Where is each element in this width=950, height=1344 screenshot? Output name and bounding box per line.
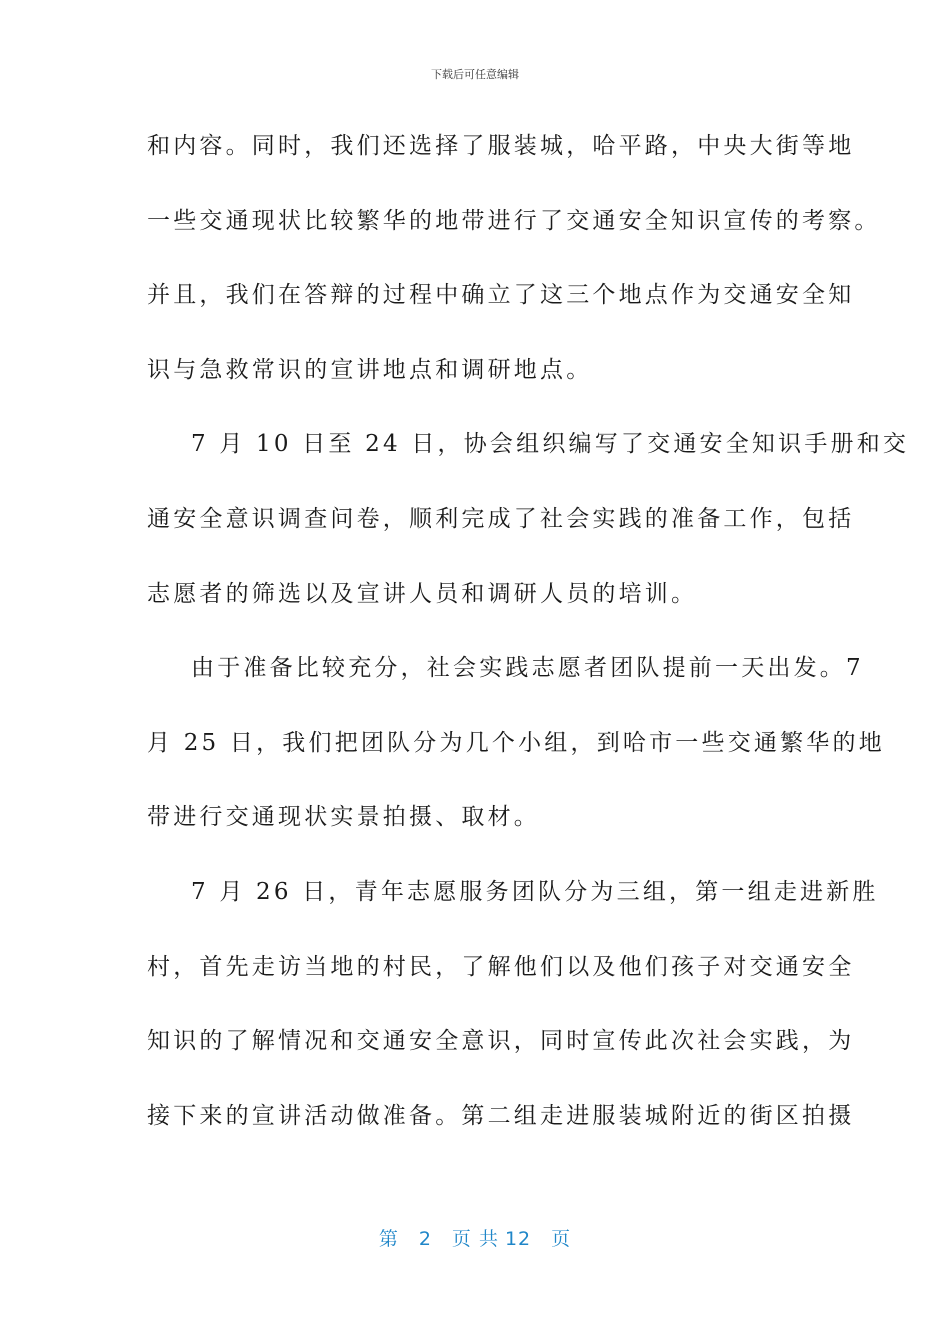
text-line: 并且，我们在答辩的过程中确立了这三个地点作为交通安全知 (147, 282, 855, 309)
text-line: 由于准备比较充分，社会实践志愿者团队提前一天出发。7 (191, 655, 864, 682)
page-prefix: 第 (378, 1228, 399, 1250)
page-footer (0, 1224, 950, 1251)
page-suffix: 页 (551, 1228, 572, 1250)
page-header: 下载后可任意编辑 (431, 68, 519, 81)
text-line: 一些交通现状比较繁华的地带进行了交通安全知识宣传的考察。 (147, 207, 881, 234)
text-line: 志愿者的筛选以及宣讲人员和调研人员的培训。 (147, 580, 698, 607)
text-line: 村，首先走访当地的村民，了解他们以及他们孩子对交通安全 (147, 953, 855, 980)
text-line: 带进行交通现状实景拍摄、取材。 (147, 804, 540, 831)
text-line: 识与急救常识的宣讲地点和调研地点。 (147, 356, 593, 383)
text-line: 通安全意识调查问卷，顺利完成了社会实践的准备工作，包括 (147, 505, 855, 532)
text-line: 知识的了解情况和交通安全意识，同时宣传此次社会实践，为 (147, 1028, 855, 1055)
text-line: 和内容。同时，我们还选择了服装城，哈平路，中央大街等地 (147, 133, 855, 159)
page-mid-label: 页 共 (451, 1228, 499, 1250)
text-line: 月 25 日，我们把团队分为几个小组，到哈市一些交通繁华的地 (147, 729, 885, 756)
total-pages-number: 12 (504, 1228, 532, 1250)
current-page-number: 2 (418, 1228, 432, 1250)
text-line: 接下来的宣讲活动做准备。第二组走进服装城附近的街区拍摄 (147, 1102, 855, 1129)
text-line: 7 月 26 日，青年志愿服务团队分为三组，第一组走进新胜 (191, 878, 879, 905)
document-body (147, 118, 910, 1162)
text-line: 7 月 10 日至 24 日，协会组织编写了交通安全知识手册和交 (191, 431, 910, 458)
